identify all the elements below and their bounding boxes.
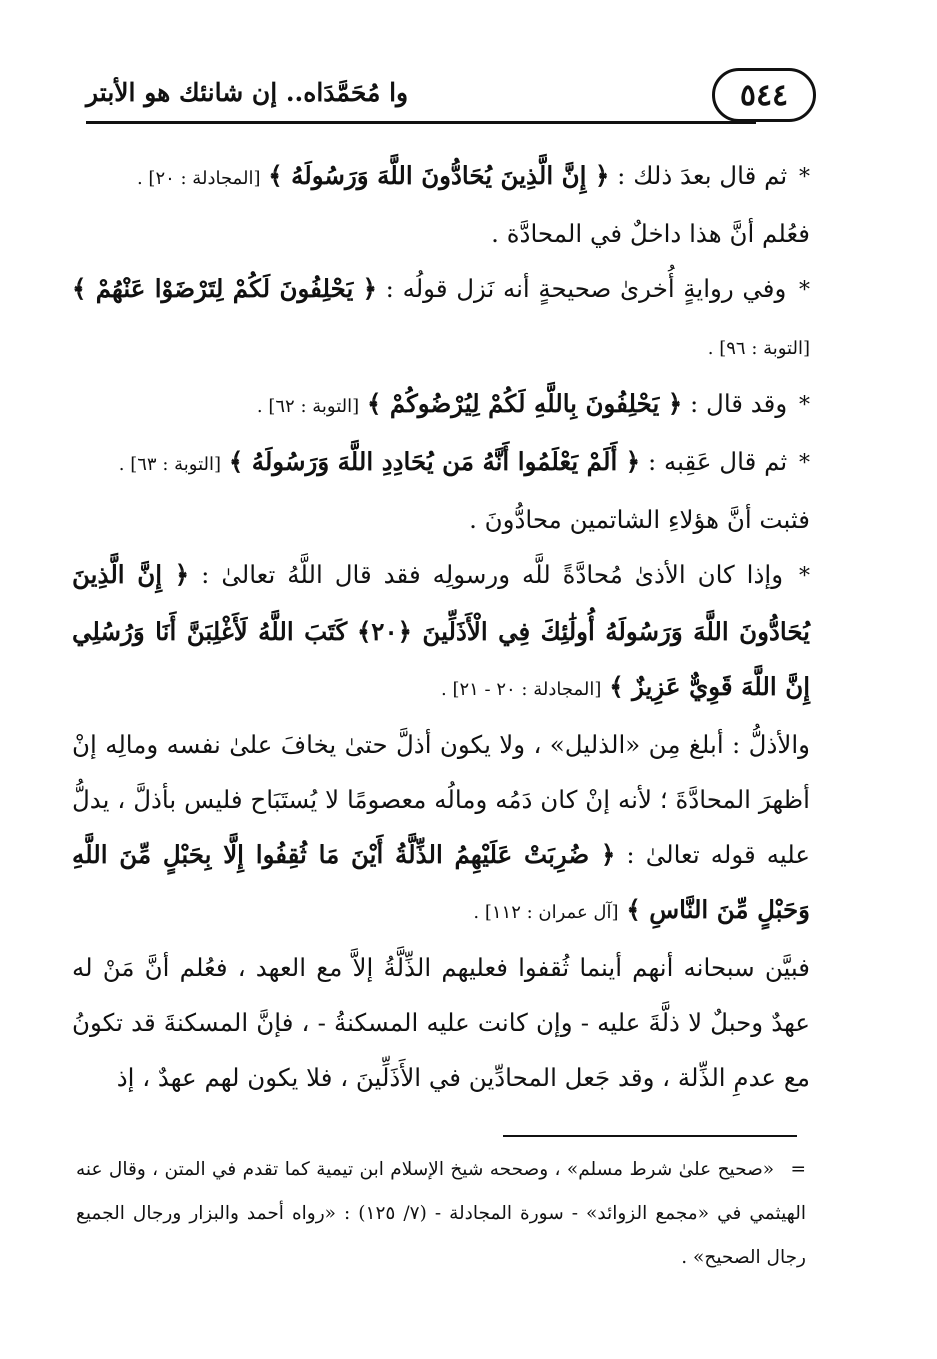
paragraph-text: وقد قال : (689, 389, 788, 418)
bullet-star: * (799, 393, 810, 418)
verse-reference: [آل عمران : ١١٢] . (473, 902, 619, 923)
quran-verse: ﴿ يَحْلِفُونَ بِاللَّهِ لَكُمْ لِيُرْضُوكُمْ ﴾ (366, 389, 683, 418)
paragraph (72, 261, 810, 376)
paragraph-text: ثم قال عَقِبه : (647, 447, 788, 476)
bullet-star: * (799, 165, 810, 190)
page-header (86, 68, 816, 128)
verse-reference: [المجادلة : ٢٠ - ٢١] . (441, 679, 602, 700)
verse-reference: [التوبة : ٦٣] . (118, 454, 222, 475)
main-text (72, 148, 810, 1105)
quran-verse: ﴿ إِنَّ الَّذِينَ يُحَادُّونَ اللَّهَ وَرَسُولَهُ ﴾ (268, 161, 610, 190)
quran-verse: ﴿ إِنَّ الَّذِينَ يُحَادُّونَ اللَّهَ وَرَسُولَهُ أُولَٰئِكَ فِي الْأَذَلِّينَ ﴿٢٠﴾ (72, 560, 810, 646)
paragraph (72, 547, 810, 717)
bullet-star: * (799, 564, 811, 589)
paragraph: فعُلم أنَّ هذا داخلٌ في المحادَّة . (491, 219, 810, 248)
paragraph-text: ثم قال بعدَ ذلك : (617, 161, 788, 190)
paragraph-text: وفي روايةٍ أُخرىٰ صحيحةٍ أنه نَزل قولُه : (385, 274, 787, 303)
bullet-star: * (799, 451, 810, 476)
footnote (76, 1148, 806, 1280)
verse-reference: [التوبة : ٦٢] . (256, 396, 360, 417)
bullet-star: * (799, 278, 810, 303)
footnote-continuation-marker: = (790, 1159, 807, 1180)
paragraph-text: والأذلُّ : أبلغ مِن «الذليل» ، ولا يكون أذلَّ حتىٰ يخافَ علىٰ نفسه ومالِه إنْ أظهرَ المحادَّةَ ؛ لأنه إنْ كان دَمُه ومالُه معصومًا لا يُستَبَاح فليس بأذلَّ ، يدلُّ عليه قوله تعالىٰ : (72, 730, 810, 869)
footnotes (76, 1148, 806, 1280)
paragraph: فبيَّن سبحانه أنهم أينما ثُقفوا فعليهم الذِّلَّةُ إلاَّ مع العهد ، فعُلم أنَّ مَنْ له عهدٌ وحبلٌ لا ذلَّةَ عليه - وإن كانت عليه المسكنةُ - ، فإنَّ المسكنةَ قد تكونُ مع عدمِ الذِّلة ، وقد جَعل المحادِّين في الأَذَلِّينَ ، فلا يكون لهم عهدٌ ، إذ (72, 953, 810, 1092)
paragraph (72, 717, 810, 940)
paragraph: فثبت أنَّ هؤلاءِ الشاتمين محادُّونَ . (469, 505, 810, 534)
footnote-text: «صحيح علىٰ شرط مسلم» ، وصححه شيخ الإسلام ابن تيمية كما تقدم في المتن ، وقال عنه الهيثمي في «مجمع الزوائد» - سورة المجادلة - (٧/ ١٢٥) : «رواه أحمد والبزار ورجال الجميع رجال الصحيح» . (76, 1159, 806, 1268)
verse-reference: [المجادلة : ٢٠] . (136, 168, 261, 189)
footnote-rule (503, 1135, 797, 1137)
quran-verse: كَتَبَ اللَّهُ لَأَغْلِبَنَّ أَنَا وَرُسُلِي إِنَّ اللَّهَ قَوِيٌّ عَزِيزٌ ﴾ (72, 617, 810, 701)
running-title: وا مُحَمَّدَاه.. إن شانئك هو الأبتر (86, 78, 409, 107)
header-rule (86, 121, 756, 124)
paragraph (72, 376, 810, 434)
page-number: ٥٤٤ (712, 68, 816, 122)
quran-verse: ﴿ أَلَمْ يَعْلَمُوا أَنَّهُ مَن يُحَادِدِ اللَّهَ وَرَسُولَهُ ﴾ (228, 447, 641, 476)
paragraph (72, 148, 810, 206)
verse-reference: [التوبة : ٩٦] . (707, 338, 810, 359)
quran-verse: ﴿ يَحْلِفُونَ لَكُمْ لِتَرْضَوْا عَنْهُمْ ﴾ (72, 274, 378, 303)
paragraph-text: وإذا كان الأذىٰ مُحادَّةً للَّه ورسولِه فقد قال اللَّهُ تعالىٰ : (201, 560, 784, 589)
paragraph (72, 434, 810, 492)
quran-verse: ﴿ ضُرِبَتْ عَلَيْهِمُ الذِّلَّةُ أَيْنَ مَا ثُقِفُوا إِلَّا بِحَبْلٍ مِّنَ اللَّهِ وَحَبْلٍ مِّنَ النَّاسِ ﴾ (72, 840, 810, 924)
